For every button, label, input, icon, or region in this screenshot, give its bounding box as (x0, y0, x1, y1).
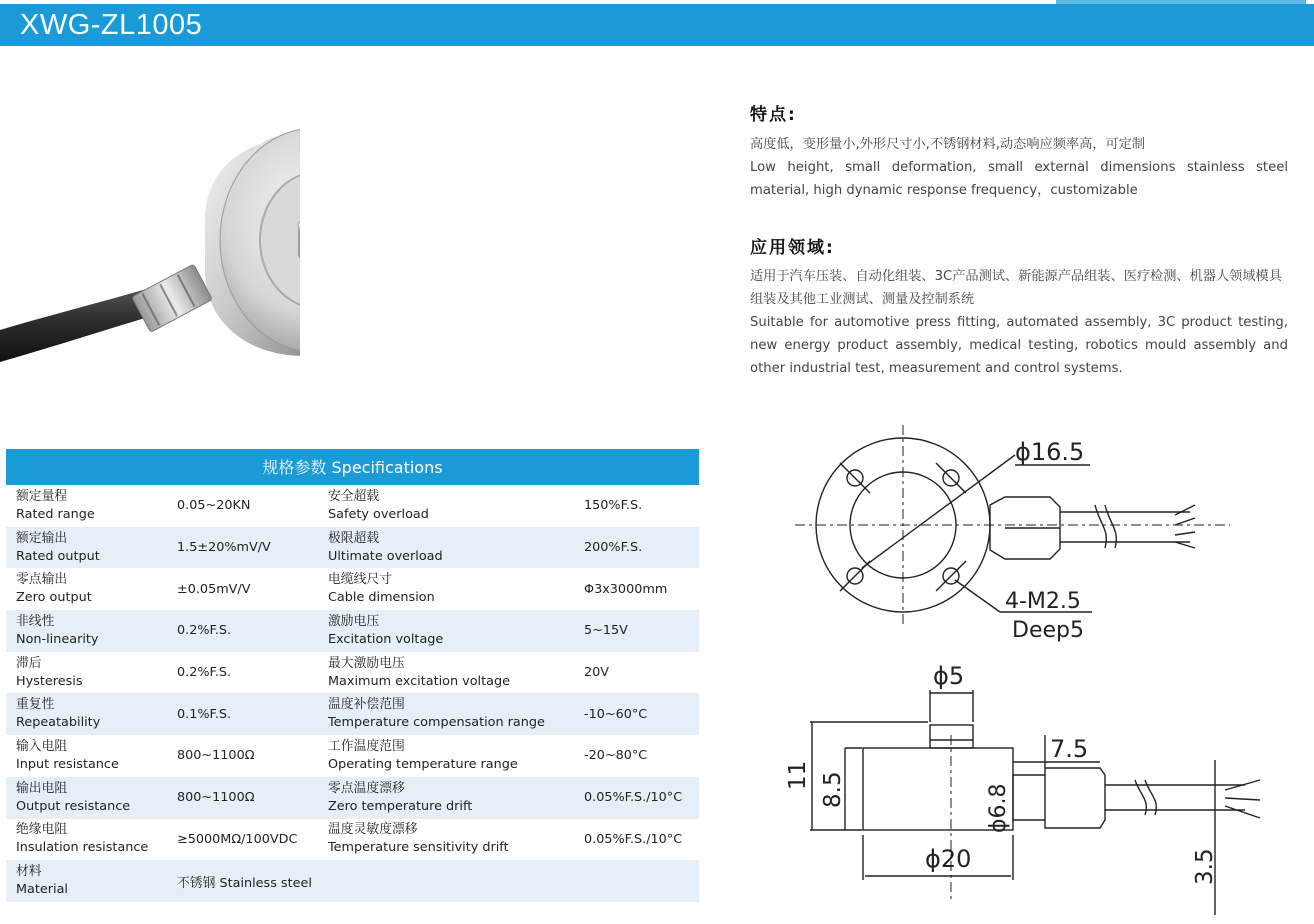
spec-value-cell (167, 610, 322, 652)
spec-row (6, 693, 699, 735)
dim-cable-length: 7.5 (1050, 735, 1089, 763)
spec-value-cell (167, 735, 322, 777)
features-en: Low height, small deformation, small external dimensions stainless steel material, high dynamic response frequency，customizable (750, 160, 1288, 198)
spec-label-en: Repeatability (16, 715, 101, 731)
spec-label (6, 860, 167, 902)
spec-label-en: Non-linearity (16, 631, 99, 647)
spec-label-zh: 电缆线尺寸 (328, 572, 392, 588)
dim-outer-diameter: ϕ16.5 (1015, 438, 1085, 466)
spec-label-zh: 重复性 (16, 697, 55, 713)
spec-label (6, 735, 167, 777)
spec-value: 0.1%F.S. (177, 706, 232, 722)
spec-row (6, 819, 699, 861)
spec-label-en: Rated output (16, 548, 100, 564)
spec-value: 20V (584, 665, 610, 681)
spec-value-cell (167, 652, 322, 694)
spec-value: 150%F.S. (584, 498, 643, 514)
spec-value-cell (570, 860, 699, 902)
spec-label-en: Hysteresis (16, 673, 83, 689)
spec-label-en: Temperature compensation range (328, 715, 545, 731)
spec-value-cell (167, 485, 322, 527)
spec-label (6, 527, 167, 569)
applications-text (750, 265, 1288, 380)
spec-label-zh: 滞后 (16, 655, 42, 671)
spec-value: 800~1100Ω (177, 748, 255, 764)
spec-value-cell (167, 777, 322, 819)
spec-value-cell (570, 568, 699, 610)
spec-label (6, 819, 167, 861)
spec-label (322, 485, 570, 527)
spec-label (322, 860, 570, 902)
spec-value: 0.2%F.S. (177, 623, 232, 639)
spec-grid (6, 485, 699, 902)
spec-label-en: Zero temperature drift (328, 798, 473, 814)
spec-label (322, 777, 570, 819)
spec-label-zh: 非线性 (16, 613, 55, 629)
spec-label-zh: 零点温度漂移 (328, 780, 405, 796)
spec-label-zh: 额定输出 (16, 530, 68, 546)
dim-button-diameter: ϕ5 (933, 662, 965, 690)
spec-label (6, 693, 167, 735)
spec-label (322, 693, 570, 735)
dim-body-diameter: ϕ20 (925, 845, 972, 873)
spec-label-en: Input resistance (16, 756, 119, 772)
spec-value: 5~15V (584, 623, 628, 639)
spec-value-cell (570, 735, 699, 777)
spec-value-cell (167, 527, 322, 569)
spec-value: ±0.05mV/V (177, 581, 251, 597)
dim-body-height: 8.5 (820, 771, 846, 808)
dim-offset: 3.5 (1192, 848, 1218, 885)
spec-row (6, 652, 699, 694)
spec-label-en: Output resistance (16, 798, 131, 814)
spec-label-en: Zero output (16, 590, 92, 606)
dim-depth: Deep5 (1012, 618, 1084, 643)
spec-value: ≥5000MΩ/100VDC (177, 831, 298, 847)
spec-value-cell (570, 610, 699, 652)
spec-label-en: Insulation resistance (16, 840, 149, 856)
spec-label-zh: 激励电压 (328, 613, 380, 629)
spec-label-en: Safety overload (328, 506, 429, 522)
spec-value-cell (570, 693, 699, 735)
applications-title: 应用领域: (750, 238, 835, 258)
spec-label (6, 652, 167, 694)
spec-label-en: Cable dimension (328, 590, 435, 606)
spec-value-cell (167, 693, 322, 735)
spec-label-zh: 极限超载 (328, 530, 380, 546)
spec-value-cell (570, 777, 699, 819)
spec-label-zh: 工作温度范围 (328, 738, 405, 754)
spec-table-title: 规格参数 Specifications (6, 449, 699, 485)
spec-value-cell (570, 819, 699, 861)
spec-value: 不锈钢 Stainless steel (177, 875, 312, 891)
spec-label-zh: 输出电阻 (16, 780, 68, 796)
product-image (0, 100, 300, 370)
dim-total-height: 11 (785, 760, 811, 790)
spec-label-en: Temperature sensitivity drift (328, 840, 509, 856)
spec-label-zh: 绝缘电阻 (16, 822, 68, 838)
features-text (750, 133, 1288, 202)
spec-value: 1.5±20%mV/V (177, 540, 271, 556)
spec-label (6, 568, 167, 610)
spec-label-en: Operating temperature range (328, 756, 518, 772)
spec-value: 0.2%F.S. (177, 665, 232, 681)
side-view-nut (1045, 768, 1105, 828)
spec-row (6, 527, 699, 569)
spec-value: 800~1100Ω (177, 790, 255, 806)
spec-row (6, 568, 699, 610)
spec-value: 0.05~20KN (177, 498, 251, 514)
applications-zh: 适用于汽车压装、自动化组装、3C产品测试、新能源产品组装、医疗检测、机器人领域模具组装及其他工业测试、测量及控制系统 (750, 269, 1282, 307)
spec-label-en: Maximum excitation voltage (328, 673, 510, 689)
spec-value-cell (570, 485, 699, 527)
spec-value-cell (570, 652, 699, 694)
dim-inner-diameter: ϕ6.8 (986, 783, 1011, 833)
page-title: XWG-ZL1005 (20, 9, 203, 41)
spec-label (322, 652, 570, 694)
spec-label (322, 819, 570, 861)
spec-label-zh: 输入电阻 (16, 738, 68, 754)
spec-value: 0.05%F.S./10°C (584, 790, 683, 806)
spec-label-zh: 温度补偿范围 (328, 697, 405, 713)
technical-drawing (760, 415, 1314, 924)
spec-value-cell (167, 860, 322, 902)
features-title: 特点: (750, 105, 797, 125)
spec-row (6, 777, 699, 819)
spec-label-zh: 温度灵敏度漂移 (328, 822, 418, 838)
spec-row (6, 485, 699, 527)
spec-value: 200%F.S. (584, 540, 643, 556)
spec-label (6, 485, 167, 527)
spec-label (6, 777, 167, 819)
spec-label-en: Rated range (16, 506, 95, 522)
spec-row (6, 860, 699, 902)
spec-value: -10~60°C (584, 706, 648, 722)
spec-label-zh: 零点输出 (16, 572, 68, 588)
features-zh: 高度低，变形量小,外形尺寸小,不锈钢材料,动态响应频率高，可定制 (750, 137, 1146, 152)
spec-value: -20~80°C (584, 748, 648, 764)
spec-label (322, 568, 570, 610)
spec-label (322, 610, 570, 652)
spec-value-cell (570, 527, 699, 569)
spec-value-cell (167, 568, 322, 610)
spec-label-zh: 最大激励电压 (328, 655, 405, 671)
spec-table (6, 449, 699, 902)
spec-label-zh: 额定量程 (16, 488, 68, 504)
spec-label (6, 610, 167, 652)
spec-label (322, 527, 570, 569)
spec-label-zh: 材料 (16, 864, 42, 880)
spec-label-en: Ultimate overload (328, 548, 443, 564)
dim-thread: 4-M2.5 (1005, 589, 1081, 614)
spec-label-zh: 安全超载 (328, 488, 380, 504)
spec-label-en: Excitation voltage (328, 631, 444, 647)
spec-value-cell (167, 819, 322, 861)
spec-row (6, 610, 699, 652)
spec-row (6, 735, 699, 777)
spec-value: 0.05%F.S./10°C (584, 831, 683, 847)
applications-en: Suitable for automotive press fitting, automated assembly, 3C product testing, new energy product assembly, medical testing, robotics mould assembly and other industrial test, measurement and control systems. (750, 315, 1288, 376)
spec-label-en: Material (16, 882, 68, 898)
spec-value: Φ3x3000mm (584, 581, 668, 597)
spec-label (322, 735, 570, 777)
